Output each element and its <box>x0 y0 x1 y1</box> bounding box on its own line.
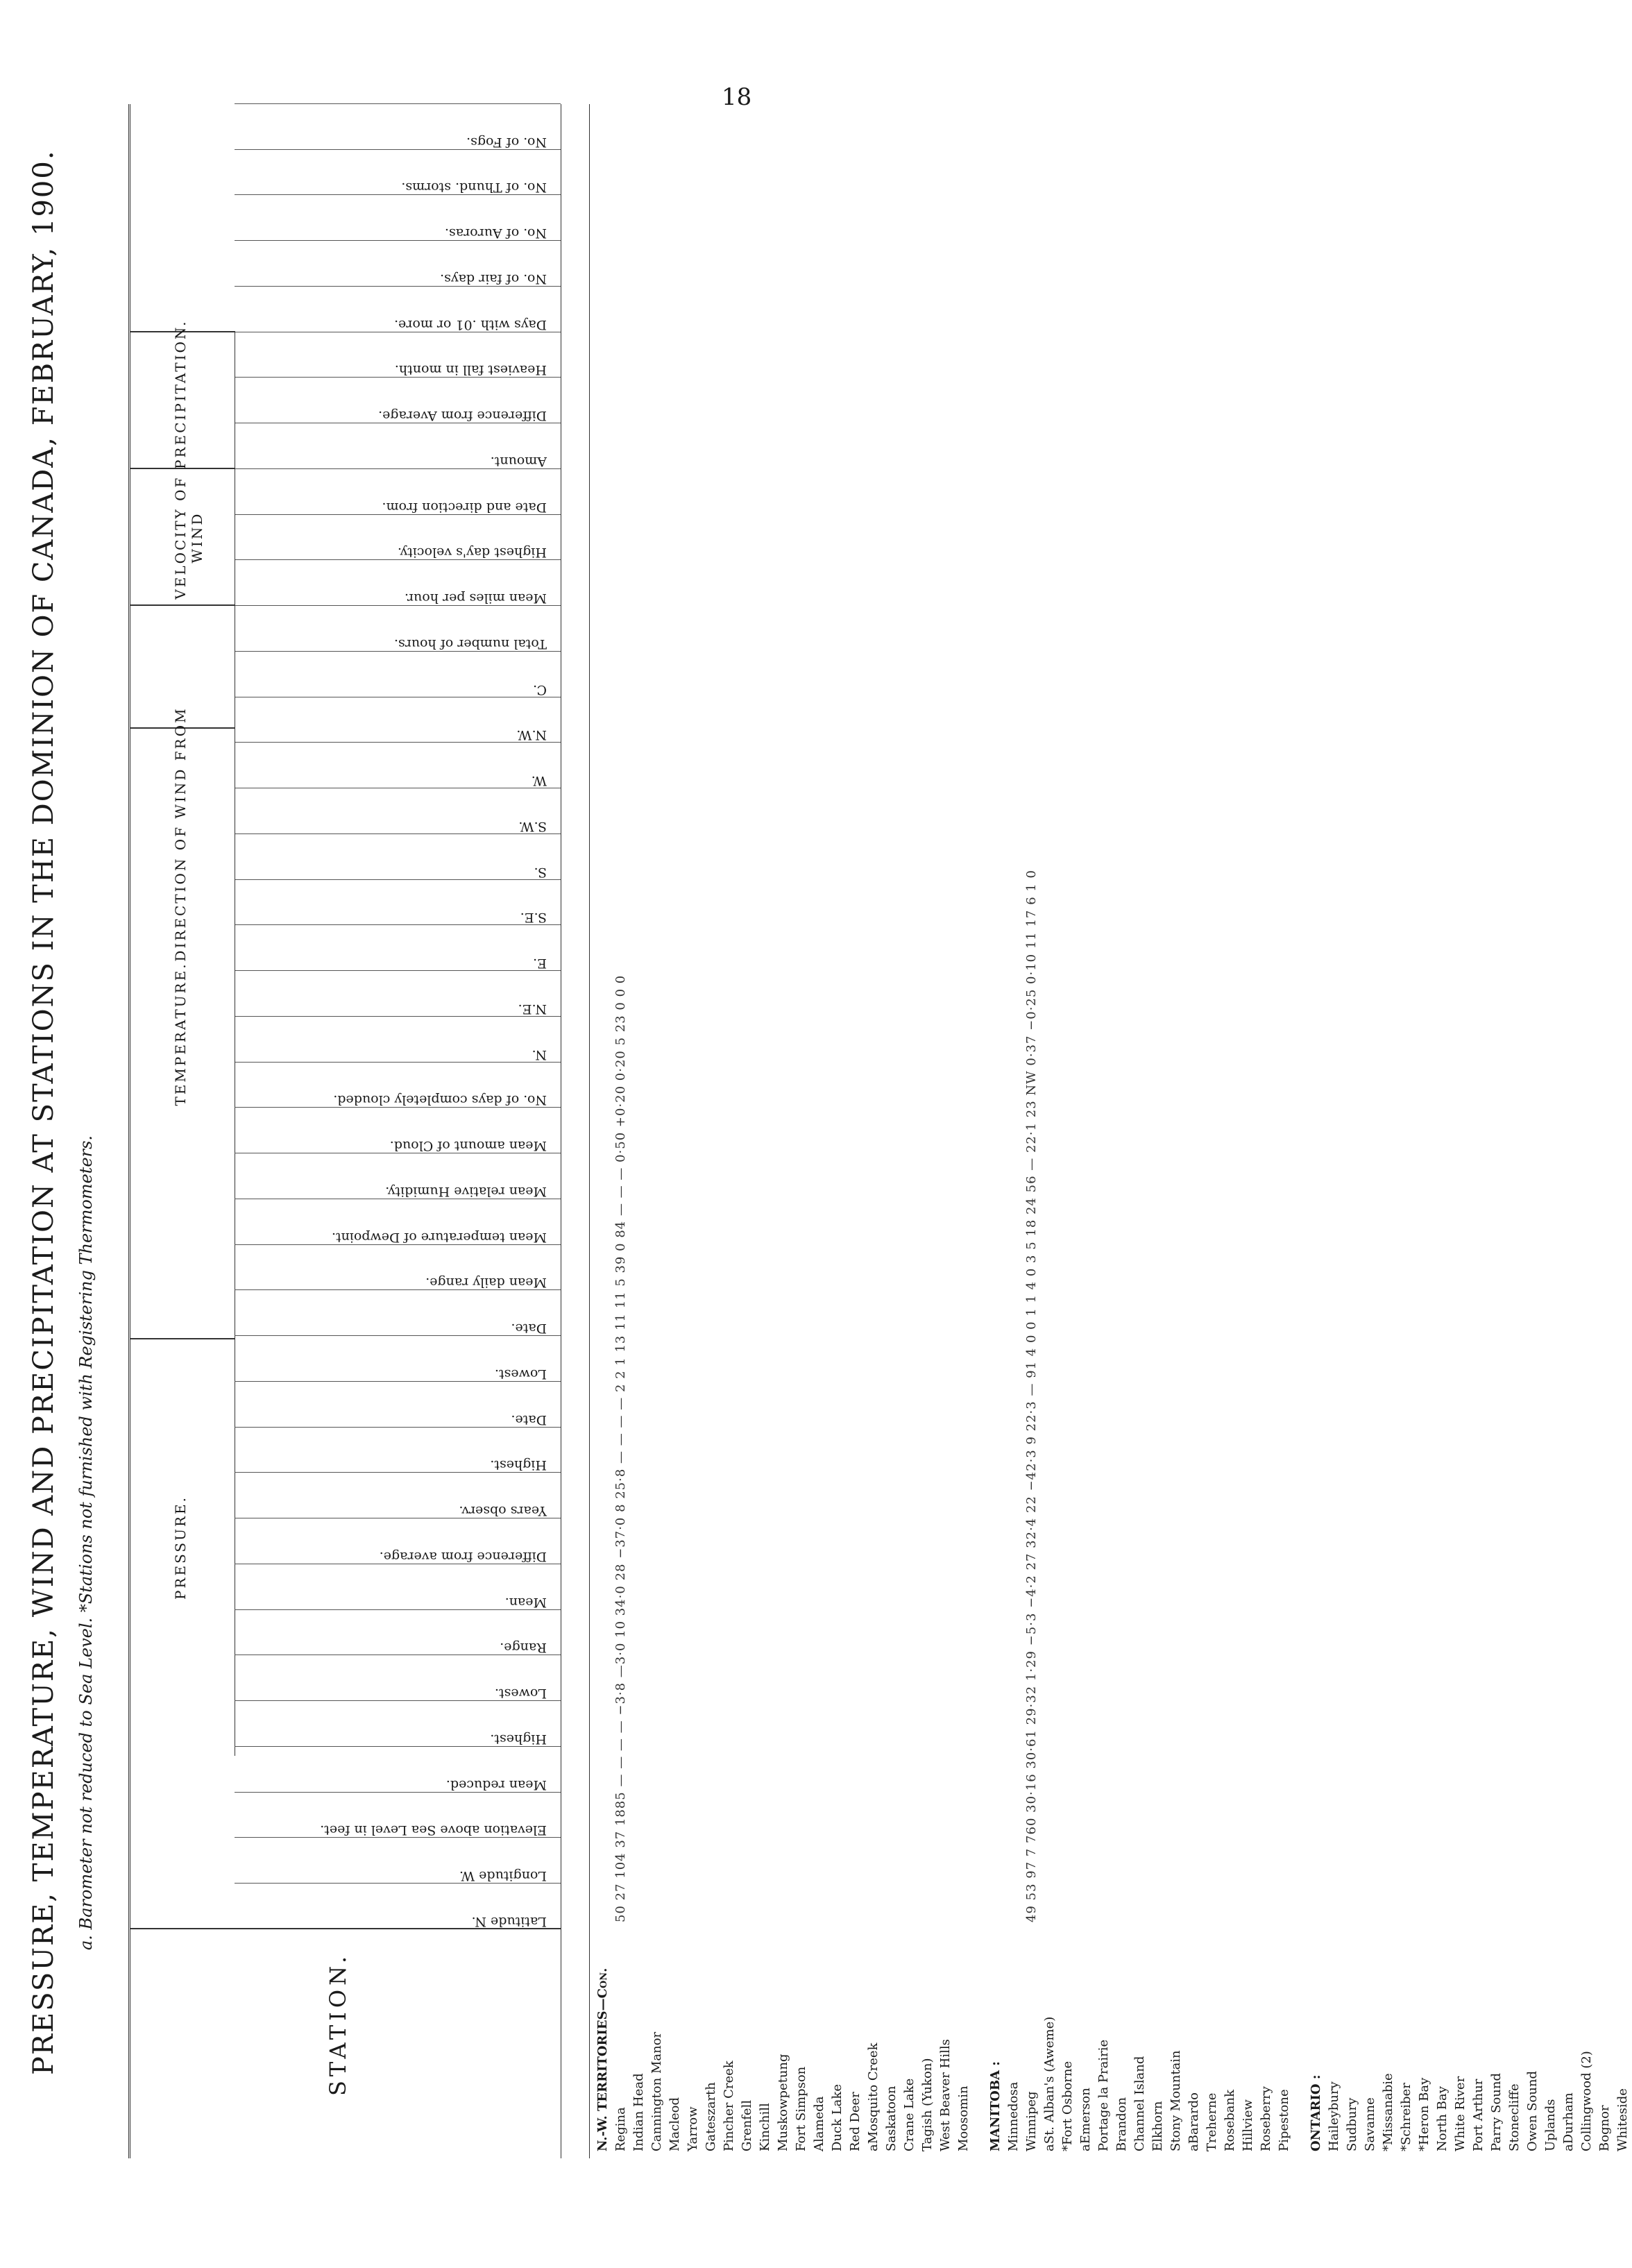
column-header: Range. <box>235 1609 561 1656</box>
column-header: No. of fair days. <box>235 240 561 287</box>
column-header: Highest. <box>235 1700 561 1747</box>
data-table: STATION. PRESSURE. TEMPERATURE. Latitude N. Longitude W. Elevation above Sea Level in feet. Mean reduced. Highest. Lowest. Range. Mean. Difference from average. Years observ. Highest. Date. Lowest. Date. Mean daily range. Mean temperature of Dewpoint. Mean relative Humidity. Mean amount of Cloud. No. of days completely clouded. N. N.E. E. S.E. S. S.W. W. N.W. C. Total number of hours. Mean miles per hour. Highest day's velocity. Date and direction from. Amount. Difference from Average. Heaviest fall in month. Days with .01 or more. No. of fair days. No. of Auroras. No. of Thund. storms. No. of Fogs. DIRECTION OF WIND FROM VELOCITY OF WIND PRECIPITATION. N.-W. TERRITORIES—Con. Regina 50 27 104 37 1885 — — — — −3·8 —3·0 10 34·0 28 −37·0 8 25·8 — — — — 2 2 1 13 11 11 5 39 0 84 — — — 0·50 +0·20 0·20 5 23 0 0 0 Indian Head Cannington Manor Macleod Yarrow Gateszarth Pincher Creek Grenfell Kinchill Muskowpetung Fort Simpson Alameda Duck Lake Red Deer aMosquito Creek Saskatoon Crane Lake Tagish (Yukon) West Beaver Hills Moosomin MANITOBA : Minnedosa Winnipeg 49 53 97 7 760 30·16 30·61 29·32 1·29 −5·3 −4·2 27 32·4 22 −42·3 9 22·3 — 91 4 0 0 1 1 4 0 3 5 18 24 56 — 22·1 23 NW 0·37 −0·25 0·10 11 17 6 1 0 aSt. Alban's (Aweme) *Fort Osborne aEmerson Portage la Prairie Brandon Channel Island Elkhorn Stony Mountain aBarardo Treherne Rosebank Hillview Roseberry Pipestone ONTARIO : Haileybury Sudbury Savanne *Missanabie *Schreiber *Heron Bay North Bay White River Port Arthur Parry Sound Stonecliffe Owen Sound Uplands aDurham Collingwood (2) Bognor Whiteside <box>128 104 1525 2158</box>
column-header: Longitude W. <box>235 1838 561 1884</box>
column-header: Days with .01 or more. <box>235 286 561 332</box>
column-header: C. <box>235 651 561 697</box>
temperature-group-header: TEMPERATURE. <box>130 727 235 1339</box>
units-row <box>561 104 590 2158</box>
velocity-of-wind-group-header: VELOCITY OF WIND <box>130 468 235 606</box>
rotated-table-page <box>28 104 1630 2158</box>
column-header: Mean relative Humidity. <box>235 1153 561 1199</box>
column-header: S. <box>235 833 561 880</box>
column-header: No. of Fogs. <box>235 103 561 150</box>
column-header: Difference from average. <box>235 1518 561 1564</box>
column-header: S.W. <box>235 788 561 834</box>
column-header: Date and direction from. <box>235 468 561 515</box>
column-header: Mean daily range. <box>235 1244 561 1291</box>
column-header: Lowest. <box>235 1655 561 1702</box>
column-header: Amount. <box>235 423 561 469</box>
column-header: Date. <box>235 1290 561 1337</box>
column-header: Mean. <box>235 1564 561 1610</box>
column-header: Mean reduced. <box>235 1746 561 1793</box>
column-header: Elevation above Sea Level in feet. <box>235 1792 561 1838</box>
column-header: Years observ. <box>235 1473 561 1519</box>
page-subtitle: a. Barometer not reduced to Sea Level. *Stations not furnished with Registering Thermometers. <box>76 1135 96 1950</box>
column-header: N.E. <box>235 970 561 1017</box>
direction-of-wind-group-header: DIRECTION OF WIND FROM <box>130 604 235 1063</box>
column-header: No. of days completely clouded. <box>235 1062 561 1108</box>
column-header: Mean amount of Cloud. <box>235 1108 561 1154</box>
station-header: STATION. <box>130 1928 561 2158</box>
page-title: PRESSURE, TEMPERATURE, WIND AND PRECIPITATION AT STATIONS IN THE DOMINION OF CANADA, FEBRUARY, 1900. <box>28 149 60 2075</box>
column-header: Lowest. <box>235 1335 561 1382</box>
precipitation-group-header: PRECIPITATION. <box>130 331 235 469</box>
column-header: N.W. <box>235 697 561 743</box>
column-header: Mean temperature of Dewpoint. <box>235 1199 561 1245</box>
column-header: Highest. <box>235 1427 561 1473</box>
column-header: No. of Auroras. <box>235 195 561 242</box>
column-header: Total number of hours. <box>235 605 561 652</box>
column-header: Mean miles per hour. <box>235 560 561 607</box>
column-header: Highest day's velocity. <box>235 514 561 561</box>
pressure-group-header: PRESSURE. <box>130 1338 235 1756</box>
column-header: No. of Thund. storms. <box>235 149 561 196</box>
column-header: W. <box>235 743 561 789</box>
column-header: Heaviest fall in month. <box>235 332 561 378</box>
column-header: N. <box>235 1016 561 1063</box>
column-header: E. <box>235 925 561 972</box>
column-header: Latitude N. <box>235 1883 561 1929</box>
page-number: 18 <box>722 83 752 111</box>
column-header: Date. <box>235 1381 561 1428</box>
column-header: S.E. <box>235 879 561 926</box>
column-header: Difference from Average. <box>235 378 561 424</box>
